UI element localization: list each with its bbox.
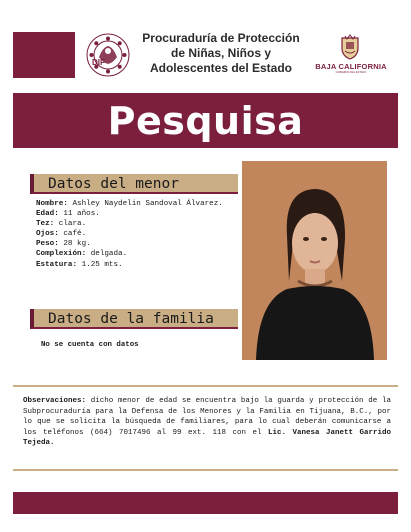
minor-photo [242, 161, 387, 360]
minor-section-heading: Datos del menor [48, 176, 179, 192]
observations-label: Observaciones: [23, 397, 87, 405]
state-subtitle: GOBIERNO DEL ESTADO [335, 71, 367, 74]
field-complexion-tone: Tez: clara. [36, 220, 87, 229]
field-build: Complexión: delgada. [36, 250, 128, 259]
family-no-data: No se cuenta con datos [41, 341, 139, 349]
minor-section-header [30, 174, 238, 194]
agency-line-3: Adolescentes del Estado [149, 61, 293, 75]
agency-line-1: Procuraduría de Protección [142, 31, 300, 45]
agency-name [134, 31, 308, 76]
family-section-header [30, 309, 238, 329]
title-banner [13, 93, 398, 148]
observations-rule-bottom [13, 469, 398, 471]
field-eyes: Ojos: café. [36, 230, 87, 239]
footer-band [13, 492, 398, 514]
observations-text [23, 396, 391, 449]
agency-line-2: de Niñas, Niños y [170, 46, 272, 60]
header-color-block [13, 32, 75, 78]
dif-logo-icon [86, 33, 130, 77]
observations-rule-top [13, 385, 398, 387]
field-age: Edad: 11 años. [36, 210, 100, 219]
dif-logo-label: DIF [92, 58, 105, 67]
observations-contact: Lic. Vanesa Janett Garrido Tejeda. [23, 428, 391, 447]
minor-details [36, 199, 238, 270]
family-section-heading: Datos de la familia [48, 311, 214, 327]
baja-california-crest-icon [339, 34, 361, 60]
field-weight: Peso: 28 kg. [36, 240, 91, 249]
observations-body: dicho menor de edad se encuentra bajo la guarda y protección de la Subprocuraduría para la Defensa de los Menores y la Familia en Tijuana, B.C., por lo que se solicita la búsqueda de familiares, para lo cual deberán comunicarse a los teléfonos (664) 7017496 al 99 ext. 118 con el [23, 397, 391, 437]
field-height: Estatura: 1.25 mts. [36, 260, 123, 269]
page-title: Pesquisa [107, 98, 304, 143]
field-name: Nombre: Ashley Naydelin Sandoval Álvarez. [36, 200, 223, 208]
state-name: BAJA CALIFORNIA [315, 62, 387, 71]
